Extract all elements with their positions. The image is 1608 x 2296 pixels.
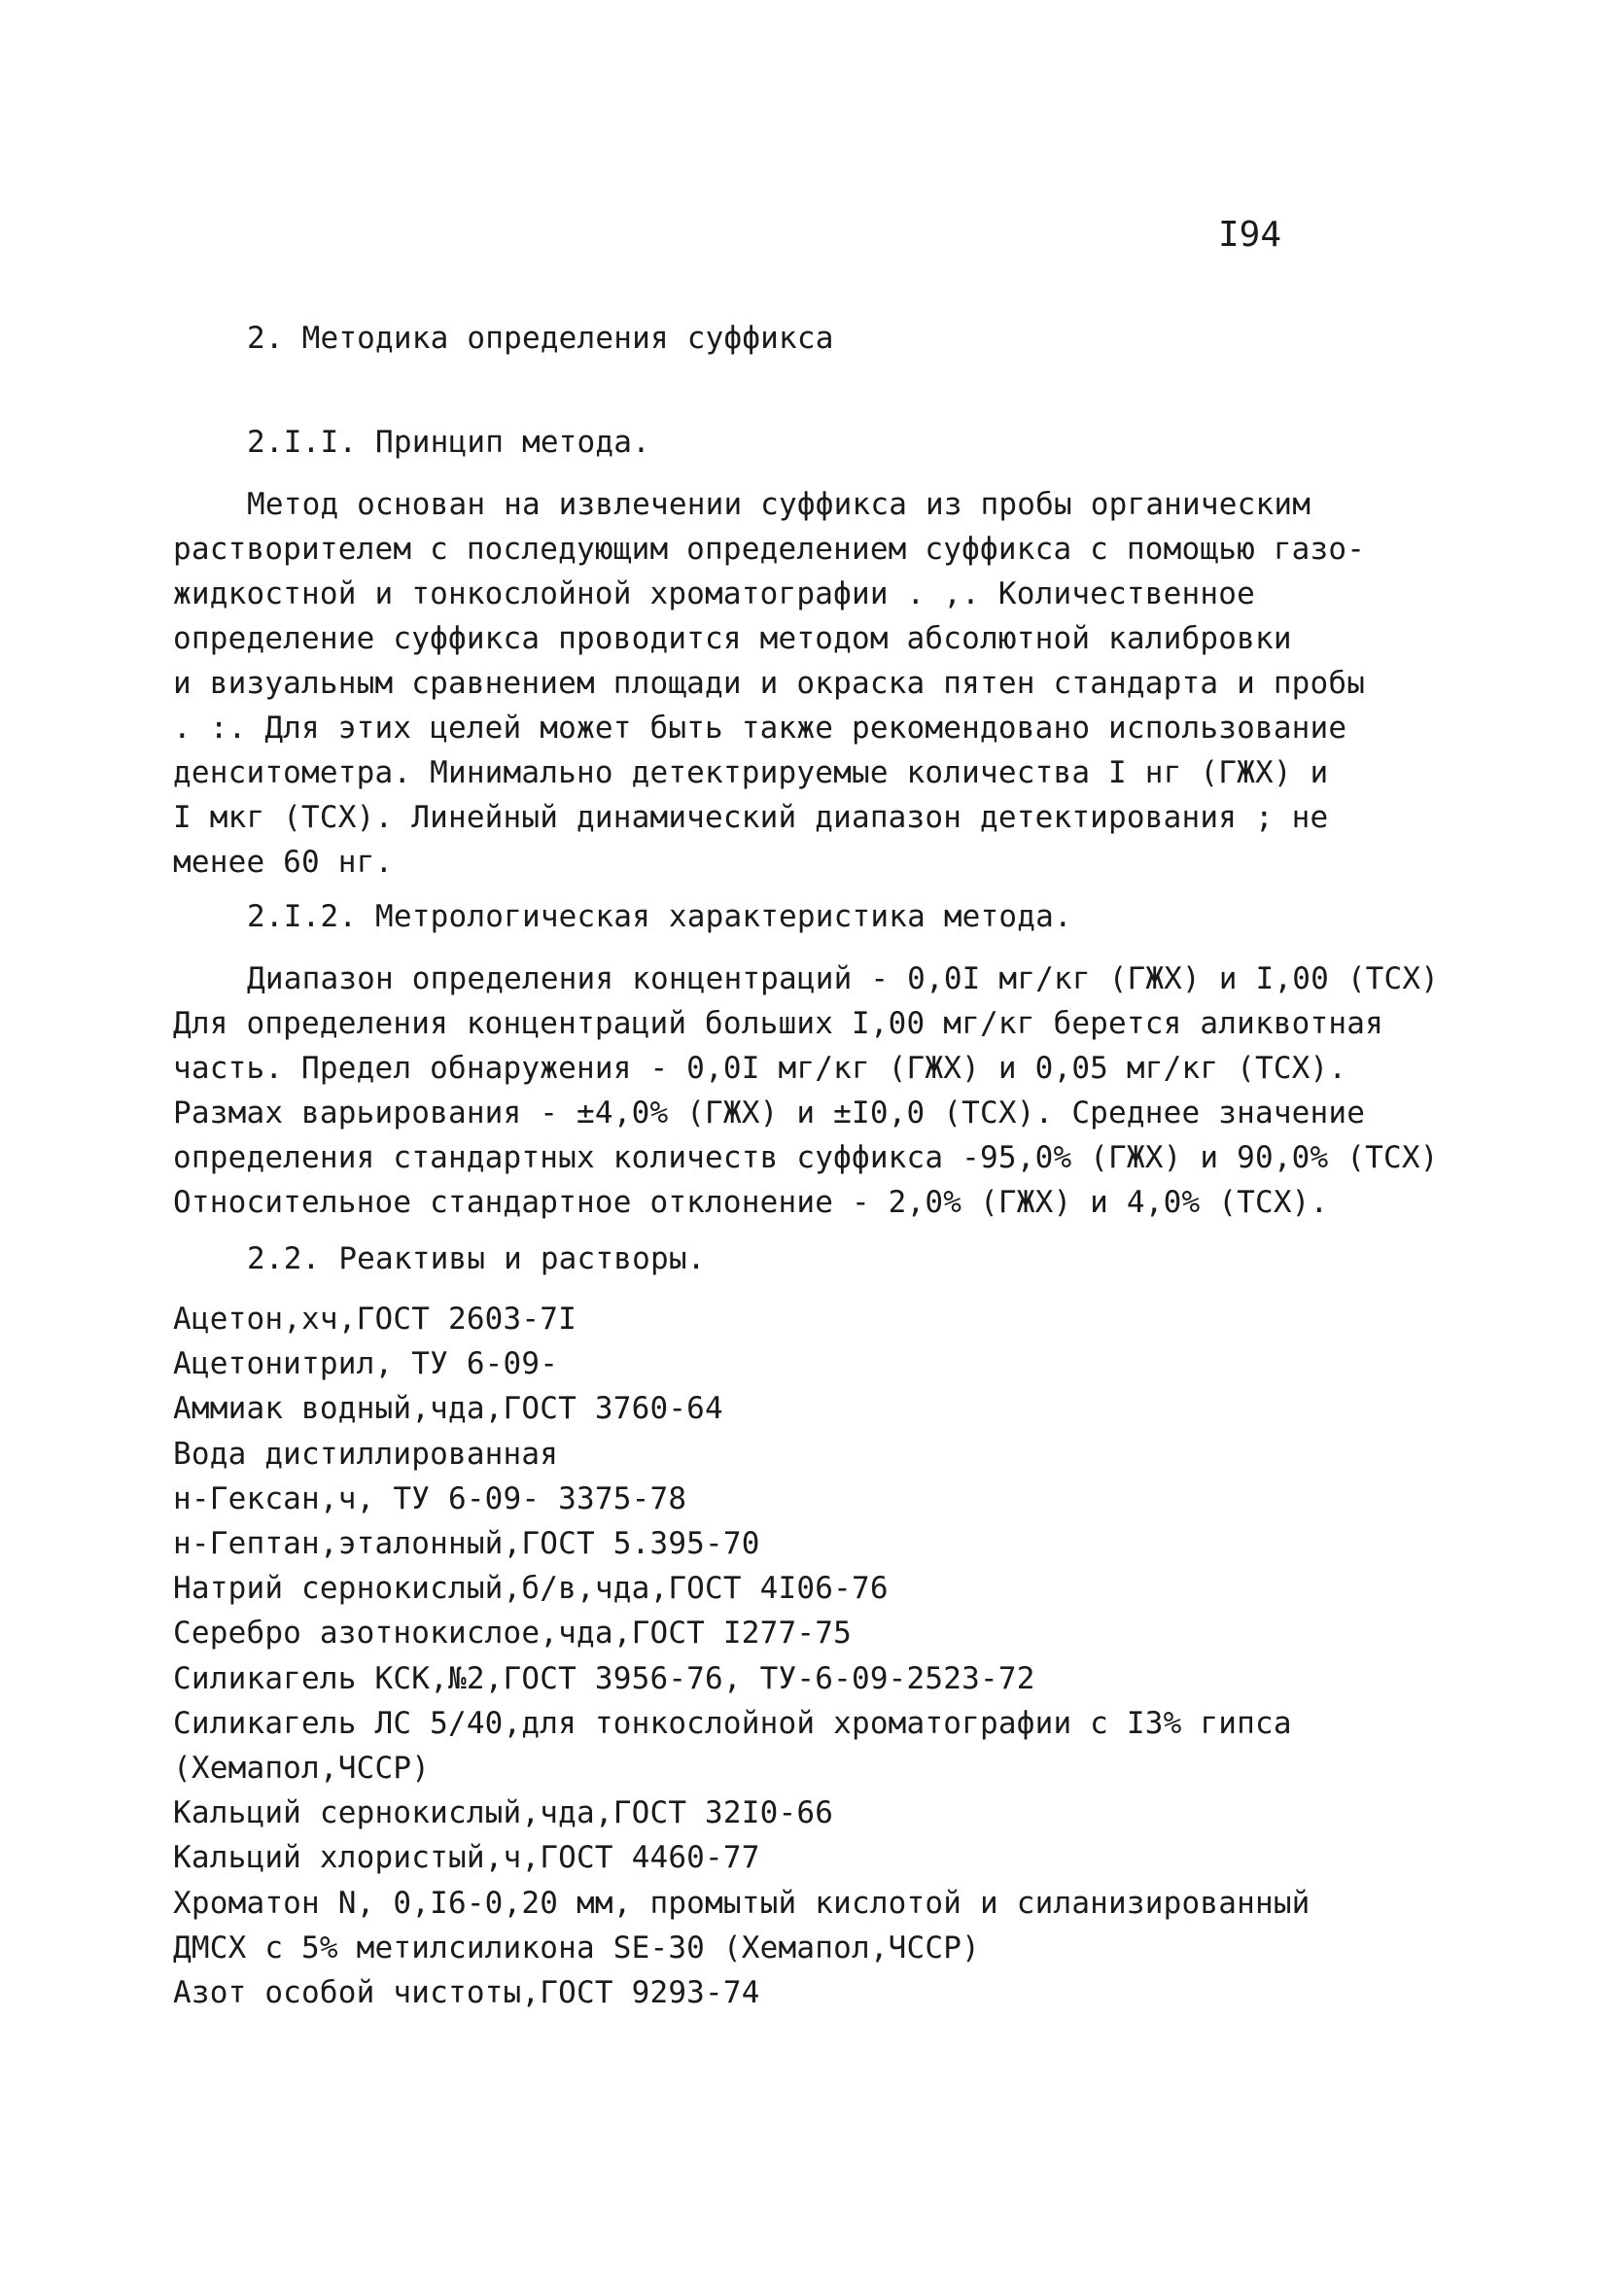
paragraph-line: и визуальным сравнением площади и окраска пятен стандарта и пробы — [173, 666, 1366, 701]
reagent-item: Силикагель КСК,№2,ГОСТ 3956-76, ТУ-6-09-2523-72 — [173, 1660, 1035, 1696]
paragraph-line: менее 60 нг. — [173, 845, 394, 880]
paragraph-line: определения стандартных количеств суффикса -95,0% (ГЖХ) и 90,0% (ТСХ) — [173, 1140, 1439, 1175]
section-2-1-1-heading: 2.I.I. Принцип метода. — [247, 425, 650, 460]
section-2-1-2-heading-block — [173, 894, 1456, 939]
section-2-heading-block — [173, 316, 1456, 361]
reagent-item: н-Гексан,ч, ТУ 6-09- 3375-78 — [173, 1480, 687, 1516]
reagent-item: Хроматон N, 0,I6-0,20 мм, промытый кислотой и силанизированный — [173, 1885, 1311, 1921]
reagent-item: Серебро азотнокислое,чда,ГОСТ I277-75 — [173, 1616, 852, 1652]
section-2-1-2-paragraph — [173, 957, 1456, 1225]
section-2-heading: 2. Методика определения суффикса — [247, 321, 834, 356]
paragraph-line: растворителем с последующим определением суффикса с помощью газо- — [173, 532, 1366, 567]
section-2-2-heading: 2.2. Реактивы и растворы. — [247, 1241, 706, 1276]
reagent-item: Натрий сернокислый,б/в,чда,ГОСТ 4I06-76 — [173, 1571, 889, 1607]
paragraph-line: Размах варьирования - ±4,0% (ГЖХ) и ±I0,0 (ТСХ). Среднее значение — [173, 1096, 1366, 1131]
reagent-item: Ацетонитрил, ТУ 6-09- — [173, 1346, 559, 1382]
paragraph-line: Для определения концентраций больших I,00 мг/кг берется аликвотная — [173, 1006, 1383, 1041]
reagent-item: н-Гептан,эталонный,ГОСТ 5.395-70 — [173, 1526, 760, 1562]
reagent-item: Кальций сернокислый,чда,ГОСТ 32I0-66 — [173, 1795, 834, 1831]
paragraph-line: часть. Предел обнаружения - 0,0I мг/кг (ГЖХ) и 0,05 мг/кг (ТСХ). — [173, 1051, 1347, 1086]
reagent-item: Азот особой чистоты,ГОСТ 9293-74 — [173, 1975, 760, 2011]
reagents-list — [173, 1297, 1456, 2015]
paragraph-line: Диапазон определения концентраций - 0,0I мг/кг (ГЖХ) и I,00 (ТСХ) — [247, 961, 1440, 996]
reagent-item: Кальций хлористый,ч,ГОСТ 4460-77 — [173, 1840, 760, 1876]
section-2-2-heading-block — [173, 1236, 1456, 1281]
paragraph-line: денситометра. Минимально детектрируемые количества I нг (ГЖХ) и — [173, 755, 1329, 790]
paragraph-line: Относительное стандартное отклонение - 2,0% (ГЖХ) и 4,0% (ТСХ). — [173, 1185, 1329, 1220]
paragraph-line: I мкг (ТСХ). Линейный динамический диапазон детектирования ; не — [173, 800, 1329, 835]
reagent-item: ДМСХ с 5% метилсиликона SE-30 (Хемапол,ЧССР) — [173, 1930, 980, 1966]
page-number: I94 — [1218, 215, 1282, 255]
reagent-item: Силикагель ЛС 5/40,для тонкослойной хроматографии с I3% гипса — [173, 1705, 1292, 1741]
reagent-item: Вода дистиллированная — [173, 1436, 559, 1472]
reagent-item: Ацетон,хч,ГОСТ 2603-7I — [173, 1302, 577, 1337]
paragraph-line: определение суффикса проводится методом абсолютной калибровки — [173, 621, 1292, 656]
section-2-1-2-heading: 2.I.2. Метрологическая характеристика метода. — [247, 899, 1072, 934]
paragraph-line: Метод основан на извлечении суффикса из пробы органическим — [247, 487, 1311, 522]
section-2-1-1-heading-block — [173, 420, 1456, 465]
reagent-item: (Хемапол,ЧССР) — [173, 1751, 431, 1787]
paragraph-line: жидкостной и тонкослойной хроматографии . ,. Количественное — [173, 576, 1255, 611]
paragraph-line: . :. Для этих целей может быть также рекомендовано использование — [173, 711, 1347, 746]
reagent-item: Аммиак водный,чда,ГОСТ 3760-64 — [173, 1391, 723, 1427]
section-2-1-1-paragraph — [173, 482, 1456, 885]
